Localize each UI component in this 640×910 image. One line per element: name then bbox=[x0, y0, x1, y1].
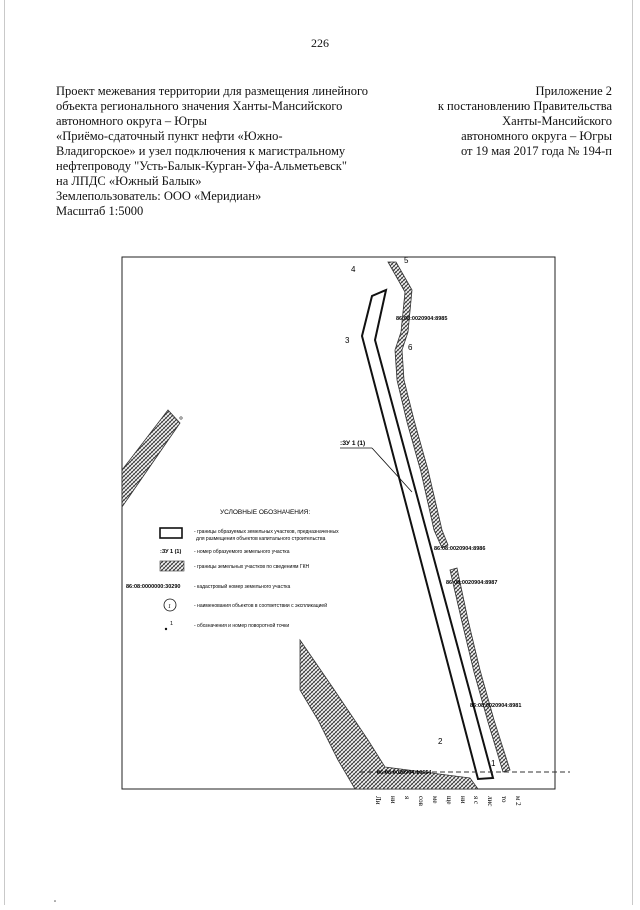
legend-swatch-gkn-hatch bbox=[160, 561, 184, 571]
project-header-line: Проект межевания территории для размещения линейного bbox=[56, 84, 369, 98]
legend-swatch-planned-boundary bbox=[160, 528, 182, 538]
appendix-line: к постановлению Правительства bbox=[437, 99, 612, 113]
page-number: 226 bbox=[311, 36, 329, 50]
turning-point-label: 6 bbox=[408, 343, 413, 352]
cadastral-label: 86:08:0020904:8981 bbox=[470, 703, 522, 709]
cadastral-label: 86:08:0020904:8986 bbox=[434, 546, 486, 552]
project-header-line: на ЛПДС «Южный Балык» bbox=[56, 174, 202, 188]
turning-point-label: 2 bbox=[438, 737, 443, 746]
vertical-label: ни bbox=[389, 796, 397, 804]
vertical-label: Ли bbox=[374, 796, 382, 805]
project-header-line: объекта регионального значения Ханты-Мансийского bbox=[56, 99, 343, 113]
gkn-parcel-bottom-left bbox=[300, 640, 478, 789]
legend-title: УСЛОВНЫЕ ОБОЗНАЧЕНИЯ: bbox=[220, 509, 311, 516]
scan-speck bbox=[54, 900, 56, 902]
gkn-parcel-left bbox=[122, 410, 180, 507]
legend-symbol-point-number: 1 bbox=[170, 621, 174, 627]
project-header-line: автономного округа – Югры bbox=[56, 114, 207, 128]
vertical-label: ще bbox=[445, 796, 453, 805]
gkn-strip-right bbox=[388, 262, 448, 548]
cadastral-label: 86:08:0020904:10654 bbox=[377, 770, 432, 776]
vertical-label: то bbox=[500, 796, 508, 803]
appendix-line: от 19 мая 2017 года № 194-п bbox=[460, 144, 612, 158]
cadastral-label: 86:08:0020904:8987 bbox=[446, 580, 498, 586]
project-header-line: нефтепроводу "Усть-Балык-Курган-Уфа-Альметьевск" bbox=[56, 159, 347, 173]
vertical-label: я с bbox=[472, 796, 480, 805]
cadastral-label: 86:08:0020904:8985 bbox=[396, 316, 448, 322]
legend-text: - границы земельных участков по сведениям ГКН bbox=[194, 564, 310, 570]
legend-symbol-object-number: 1 bbox=[168, 604, 171, 610]
appendix-line: Приложение 2 bbox=[535, 84, 612, 98]
legend-text: - наименования объектов в соответствии с экспликацией bbox=[194, 603, 327, 609]
legend-text: - кадастровый номер земельного участка bbox=[194, 584, 291, 590]
point-marker bbox=[180, 417, 182, 419]
appendix-line: Ханты-Мансийского bbox=[502, 114, 612, 128]
legend-text: - номер образуемого земельного участка bbox=[194, 549, 290, 555]
vertical-label: я bbox=[403, 796, 411, 800]
vertical-label: м 2 bbox=[514, 796, 522, 806]
land-user-line: Землепользователь: ООО «Меридиан» bbox=[56, 189, 262, 203]
legend-text: - границы образуемых земельных участков, предназначенных bbox=[194, 529, 339, 535]
turning-point-label: 4 bbox=[351, 265, 356, 274]
vertical-label: сов bbox=[417, 796, 425, 806]
legend-symbol-cadastral-number: 86:08:0000000:30290 bbox=[126, 584, 181, 590]
project-header-line: «Приёмо-сдаточный пункт нефти «Южно- bbox=[56, 129, 283, 143]
project-header-line: Владигорское» и узел подключения к магистральному bbox=[56, 144, 346, 158]
gkn-strip-right-lower bbox=[450, 568, 510, 772]
vertical-label: ме bbox=[431, 796, 439, 804]
bottom-vertical-labels bbox=[374, 796, 522, 807]
vertical-label: лис bbox=[486, 796, 494, 807]
vertical-label: ни bbox=[459, 796, 467, 804]
turning-point-label: 5 bbox=[404, 256, 409, 265]
legend-text: для размещения объектов капитального строительства bbox=[196, 536, 326, 542]
appendix-line: автономного округа – Югры bbox=[461, 129, 612, 143]
legend-symbol-plot-number: :ЗУ 1 (1) bbox=[160, 549, 182, 555]
turning-point-label: 1 bbox=[491, 759, 496, 768]
turning-point-label: 3 bbox=[345, 336, 350, 345]
plot-number-label: :ЗУ 1 (1) bbox=[340, 440, 366, 447]
legend-symbol-turning-point bbox=[165, 628, 167, 630]
legend-text: - обозначения и номер поворотной точки bbox=[194, 623, 290, 629]
scale-line: Масштаб 1:5000 bbox=[56, 204, 144, 218]
